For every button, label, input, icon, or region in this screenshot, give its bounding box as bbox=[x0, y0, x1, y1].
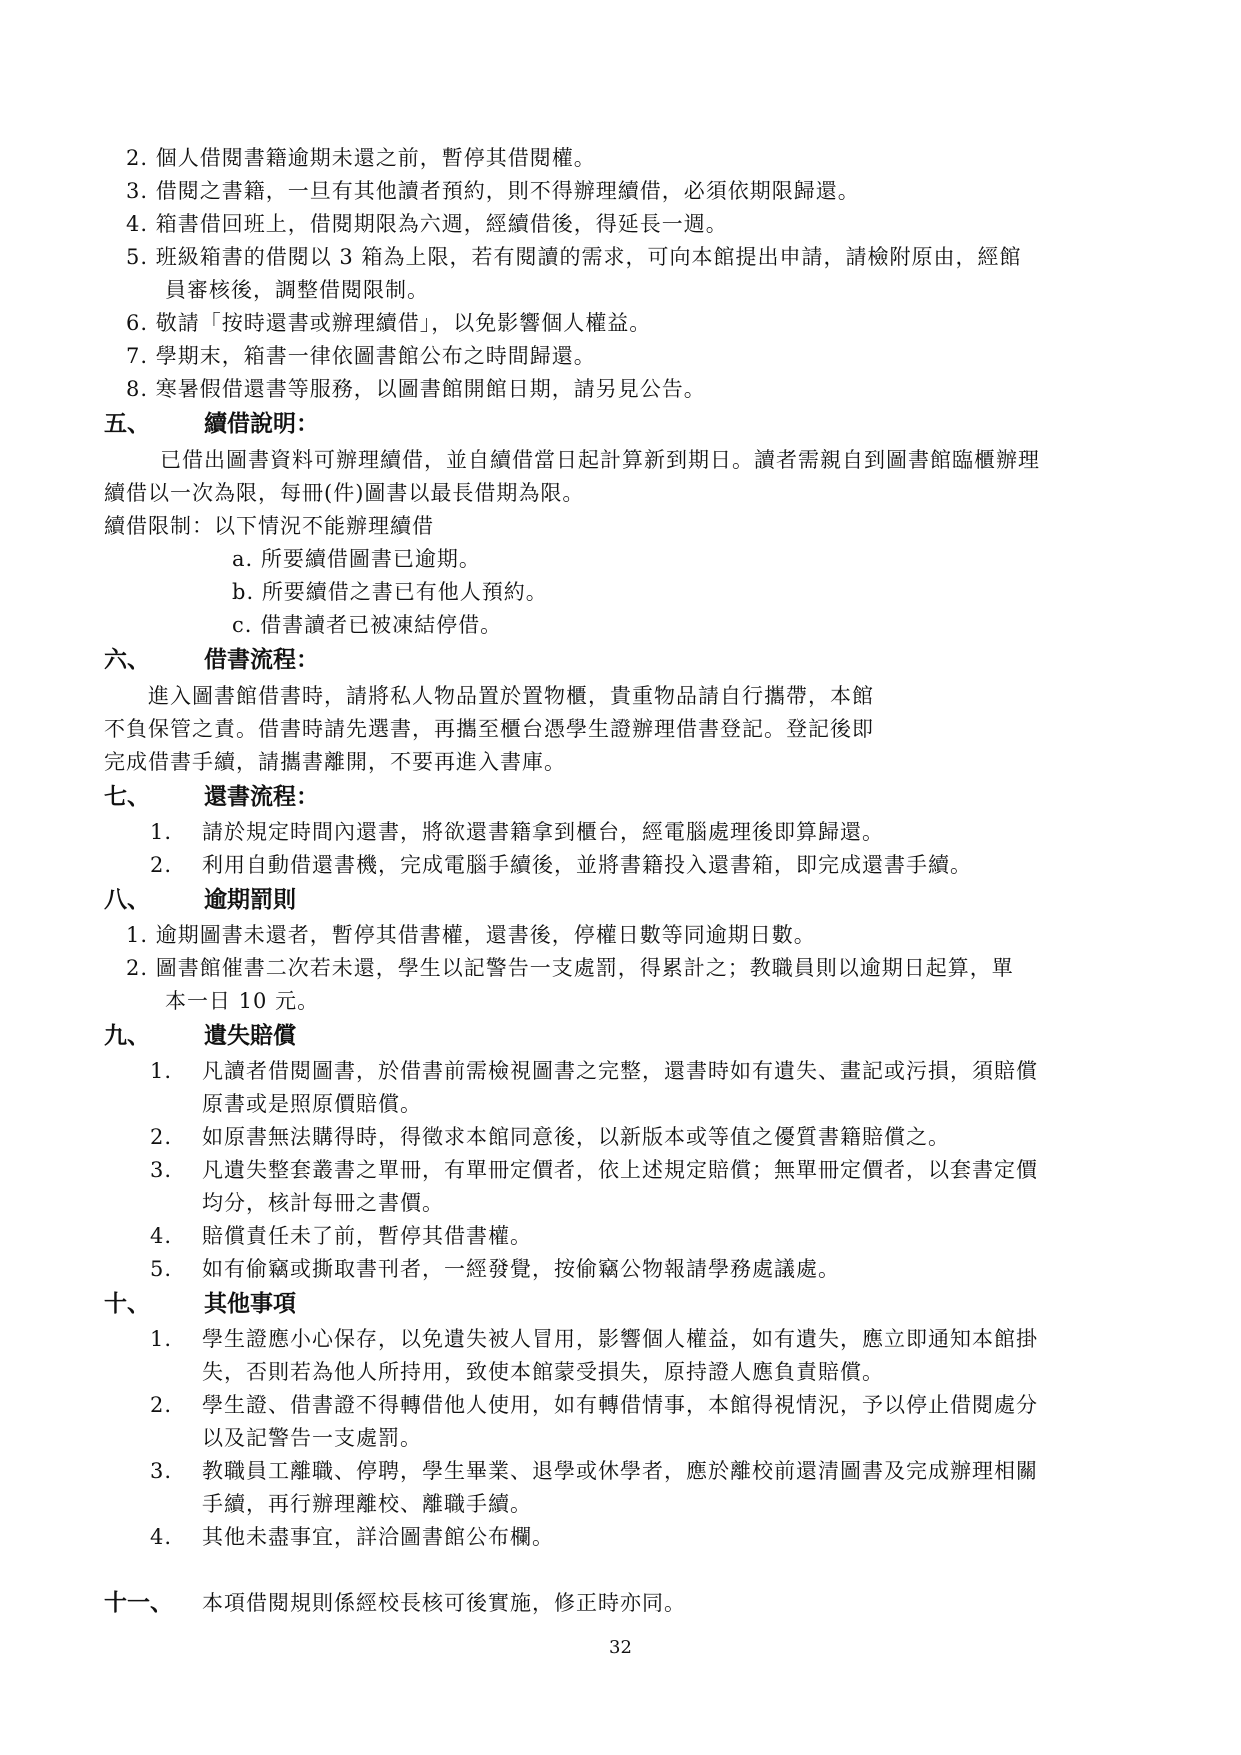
list-item: 1. 凡讀者借閱圖書，於借書前需檢視圖書之完整，還書時如有遺失、畫記或污損，須賠償 bbox=[150, 1059, 1038, 1083]
paragraph-line: 進入圖書館借書時，請將私人物品置於置物櫃，貴重物品請自行攜帶，本館 bbox=[148, 684, 874, 708]
list-item: 1. 請於規定時間內還書，將欲還書籍拿到櫃台，經電腦處理後即算歸還。 bbox=[150, 820, 884, 844]
list-item: 3. 教職員工離職、停聘，學生畢業、退學或休學者，應於離校前還清圖書及完成辦理相關 bbox=[150, 1459, 1038, 1483]
list-item-continuation: 均分，核計每冊之書價。 bbox=[202, 1191, 444, 1215]
list-item: 3. 凡遺失整套叢書之單冊，有單冊定價者，依上述規定賠償；無單冊定價者，以套書定價 bbox=[150, 1158, 1038, 1182]
list-item: 3. 借閱之書籍，一旦有其他讀者預約，則不得辦理續借，必須依期限歸還。 bbox=[126, 179, 860, 203]
list-item: a. 所要續借圖書已逾期。 bbox=[232, 547, 481, 571]
paragraph-line: 已借出圖書資料可辦理續借，並自續借當日起計算新到期日。讀者需親自到圖書館臨櫃辦理 bbox=[160, 448, 1040, 472]
section-heading: 十、 其他事項 bbox=[104, 1291, 296, 1317]
limit-label: 續借限制：以下情況不能辦理續借 bbox=[104, 514, 434, 538]
list-item: 4. 其他未盡事宜，詳洽圖書館公布欄。 bbox=[150, 1525, 554, 1549]
section-heading: 十一、 bbox=[104, 1590, 173, 1616]
section-heading: 九、 遺失賠償 bbox=[104, 1023, 296, 1049]
list-item: 5. 班級箱書的借閱以 3 箱為上限，若有閱讀的需求，可向本館提出申請，請檢附原由，經館 bbox=[126, 245, 1022, 269]
paragraph-line: 完成借書手續，請攜書離開，不要再進入書庫。 bbox=[104, 750, 566, 774]
list-item-continuation: 失，否則若為他人所持用，致使本館蒙受損失，原持證人應負責賠償。 bbox=[202, 1360, 884, 1384]
list-item: 8. 寒暑假借還書等服務，以圖書館開館日期，請另見公告。 bbox=[126, 377, 706, 401]
list-item-continuation: 以及記警告一支處罰。 bbox=[202, 1426, 422, 1450]
list-item: 7. 學期末，箱書一律依圖書館公布之時間歸還。 bbox=[126, 344, 596, 368]
section-heading: 七、 還書流程： bbox=[104, 784, 319, 810]
list-item: 1. 學生證應小心保存，以免遺失被人冒用，影響個人權益，如有遺失，應立即通知本館掛 bbox=[150, 1327, 1038, 1351]
list-item: 2. 圖書館催書二次若未還，學生以記警告一支處罰，得累計之；教職員則以逾期日起算，單 bbox=[126, 956, 1014, 980]
list-item-continuation: 手續，再行辦理離校、離職手續。 bbox=[202, 1492, 532, 1516]
list-item: 5. 如有偷竊或撕取書刊者，一經發覺，按偷竊公物報請學務處議處。 bbox=[150, 1257, 840, 1281]
list-item-continuation: 員審核後，調整借閱限制。 bbox=[165, 278, 429, 302]
list-item: 1. 逾期圖書未還者，暫停其借書權，還書後，停權日數等同逾期日數。 bbox=[126, 923, 816, 947]
list-item: 6. 敬請「按時還書或辦理續借」，以免影響個人權益。 bbox=[126, 311, 652, 335]
list-item: 2. 個人借閱書籍逾期未還之前，暫停其借閱權。 bbox=[126, 146, 596, 170]
list-item-continuation: 原書或是照原價賠償。 bbox=[202, 1092, 422, 1116]
page-number: 32 bbox=[609, 1637, 632, 1658]
list-item: 4. 箱書借回班上，借閱期限為六週，經續借後，得延長一週。 bbox=[126, 212, 728, 236]
paragraph-line: 不負保管之責。借書時請先選書，再攜至櫃台憑學生證辦理借書登記。登記後即 bbox=[104, 717, 874, 741]
closing-statement: 本項借閱規則係經校長核可後實施，修正時亦同。 bbox=[202, 1591, 686, 1615]
paragraph-line: 續借以一次為限，每冊(件)圖書以最長借期為限。 bbox=[104, 481, 585, 505]
list-item-continuation: 本一日 10 元。 bbox=[165, 989, 320, 1013]
section-heading: 五、 續借說明： bbox=[104, 411, 319, 437]
list-item: 2. 如原書無法購得時，得徵求本館同意後，以新版本或等值之優質書籍賠償之。 bbox=[150, 1125, 950, 1149]
list-item: 4. 賠償責任未了前，暫停其借書權。 bbox=[150, 1224, 532, 1248]
list-item: b. 所要續借之書已有他人預約。 bbox=[232, 580, 548, 604]
list-item: 2. 利用自動借還書機，完成電腦手續後，並將書籍投入還書箱，即完成還書手續。 bbox=[150, 853, 972, 877]
list-item: c. 借書讀者已被凍結停借。 bbox=[232, 613, 503, 637]
list-item: 2. 學生證、借書證不得轉借他人使用，如有轉借情事，本館得視情況，予以停止借閱處分 bbox=[150, 1393, 1038, 1417]
section-heading: 六、 借書流程： bbox=[104, 647, 319, 673]
section-heading: 八、 逾期罰則 bbox=[104, 887, 296, 913]
